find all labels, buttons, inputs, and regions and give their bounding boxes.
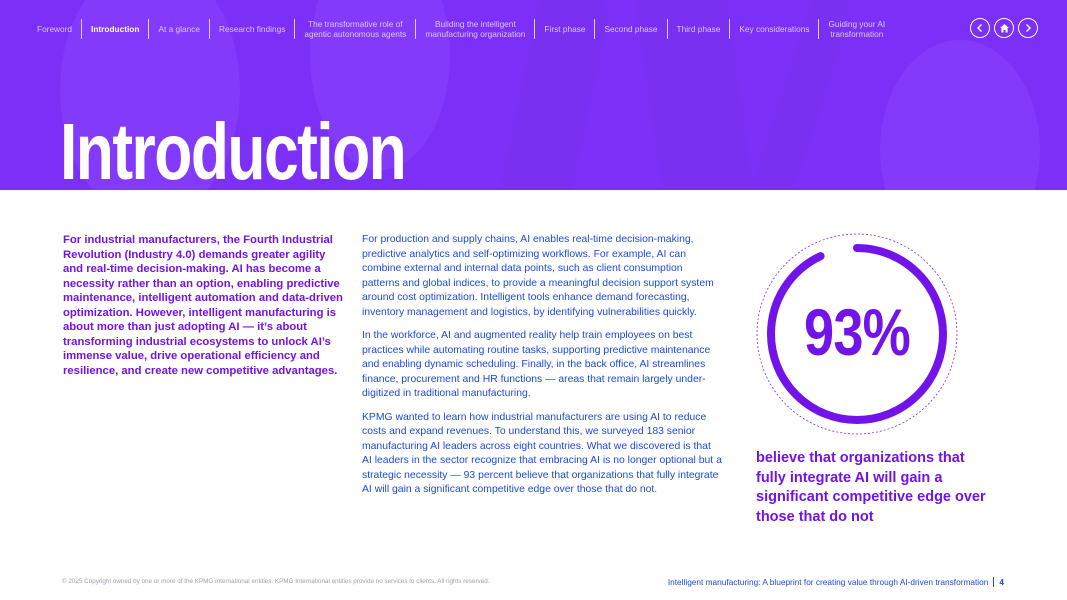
stat-value: 93% xyxy=(804,295,910,369)
nav-label-line: Foreword xyxy=(37,24,73,34)
nav-item-label xyxy=(37,24,72,34)
nav-label-line: First phase xyxy=(544,24,586,34)
body-column xyxy=(362,233,722,507)
hero-banner xyxy=(0,0,1067,190)
nav-item-third-phase[interactable] xyxy=(668,18,730,40)
page-title: Introduction xyxy=(60,107,406,190)
section-navigation xyxy=(28,14,894,44)
nav-label-line: Third phase xyxy=(676,24,721,34)
nav-item-building-the-intelligent-manufacturing-organization[interactable] xyxy=(416,18,534,40)
body-paragraph-supply-chain: For production and supply chains, AI enables real-time decision-making, predictive analytics and self-optimizing workflows. For example, AI can combine external and internal data points, such as client consumption patterns and global indices, to provide a meaningful decision support system around cost optimization. Intelligent tools enhance demand forecasting, inventory management and logistics, by identifying vulnerabilities quickly. xyxy=(362,234,714,318)
chevron-right-icon xyxy=(1023,23,1033,33)
nav-item-label xyxy=(604,24,657,34)
page-number: 4 xyxy=(999,577,1004,587)
nav-item-research-findings[interactable] xyxy=(210,18,294,40)
nav-label-line: Second phase xyxy=(604,24,658,34)
nav-item-label xyxy=(828,19,885,39)
home-icon xyxy=(999,23,1010,34)
nav-label-line: The transformative role of xyxy=(308,19,403,29)
nav-item-the-transformative-role-of-agentic-autonomous-agents[interactable] xyxy=(295,18,415,40)
nav-label-line: manufacturing organization xyxy=(425,29,526,39)
nav-label-line: transformation xyxy=(830,29,884,39)
nav-label-line: Guiding your AI xyxy=(828,19,886,29)
footer-document-title xyxy=(668,577,1004,587)
nav-item-key-considerations[interactable] xyxy=(730,18,818,40)
hero-texture xyxy=(880,40,1040,190)
nav-item-first-phase[interactable] xyxy=(535,18,594,40)
nav-label-line: Research findings xyxy=(218,24,286,34)
nav-item-label xyxy=(304,19,406,39)
nav-item-label xyxy=(677,24,721,34)
previous-page-button[interactable] xyxy=(970,18,990,38)
nav-item-foreword[interactable] xyxy=(28,18,81,40)
nav-item-guiding-your-ai-transformation[interactable] xyxy=(819,18,894,40)
nav-item-second-phase[interactable] xyxy=(595,18,666,40)
nav-label-line: At a glance xyxy=(158,24,200,34)
nav-item-label xyxy=(544,24,585,34)
nav-label-line: Building the intelligent xyxy=(435,19,516,29)
nav-label-line: agentic autonomous agents xyxy=(304,29,407,39)
intro-lead-paragraph: For industrial manufacturers, the Fourth Industrial Revolution (Industry 4.0) demands greater agility and real-time decision-making. AI has become a necessity rather than an option, enabling predictive maintenance, intelligent automation and data-driven optimization. However, intelligent manufacturing is about more than just adopting AI — it’s about transforming industrial ecosystems to unlock AI’s immense value, drive operational efficiency and resilience, and create new competitive advantages. xyxy=(63,234,343,377)
nav-item-label xyxy=(219,24,285,34)
nav-item-label xyxy=(425,19,525,39)
nav-item-label xyxy=(158,24,200,34)
footer-divider xyxy=(993,577,994,587)
nav-item-label xyxy=(739,24,809,34)
nav-item-introduction[interactable] xyxy=(82,18,148,40)
chevron-left-icon xyxy=(975,23,985,33)
footer-title-text: Intelligent manufacturing: A blueprint for creating value through AI-driven transformation xyxy=(667,577,989,587)
body-paragraph-workforce: In the workforce, AI and augmented reality help train employees on best practices while automating routine tasks, supporting predictive maintenance and enabling dynamic scheduling. Finally, in the back office, AI streamlines finance, procurement and HR functions — areas that remain largely under-digitized in traditional manufacturing. xyxy=(362,330,711,399)
stat-caption: believe that organizations that fully integrate AI will gain a significant competitive edge over those that do not xyxy=(756,450,986,525)
nav-label-line: Key considerations xyxy=(739,24,810,34)
page-nav-buttons xyxy=(970,18,1038,38)
body-paragraph-survey: KPMG wanted to learn how industrial manufacturers are using AI to reduce costs and expand revenues. To understand this, we surveyed 183 senior manufacturing AI leaders across eight countries. What we discovered is that AI leaders in the sector recognize that embracing AI is no longer optional but a strategic necessity — 93 percent believe that organizations that fully integrate AI will gain a significant competitive edge over those that do not. xyxy=(362,411,722,495)
nav-item-label xyxy=(91,24,139,34)
footer-copyright: © 2025 Copyright owned by one or more of the KPMG International entities. KPMG International entities provide no services to clients. All rights reserved. xyxy=(62,578,490,585)
nav-item-at-a-glance[interactable] xyxy=(149,18,209,40)
nav-label-line: Introduction xyxy=(91,24,140,34)
next-page-button[interactable] xyxy=(1018,18,1038,38)
home-button[interactable] xyxy=(994,18,1014,38)
